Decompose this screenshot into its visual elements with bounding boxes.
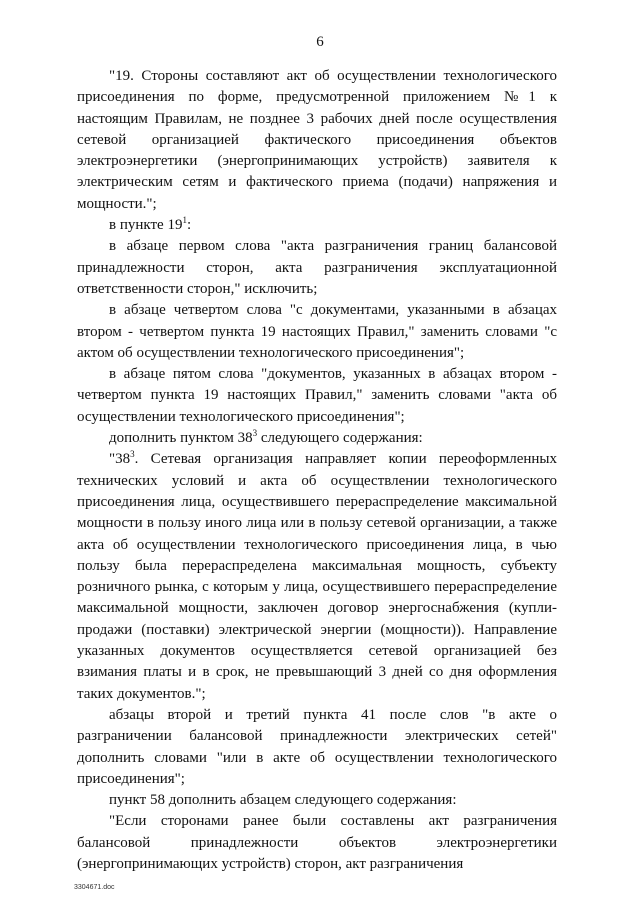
- paragraph: [77, 300, 557, 364]
- paragraph: [77, 811, 557, 875]
- footer-file-code: 3304671.doc: [74, 884, 115, 891]
- paragraph-text: "Если сторонами ранее были составлены акт разграничения балансовой принадлежности объектов электроэнергетики (энергопринимающих устройств) сторон, акт разграничения: [77, 813, 557, 872]
- document-body: [77, 66, 557, 875]
- paragraph: [77, 66, 557, 215]
- paragraph-text: абзацы второй и третий пункта 41 после слов "в акте о разграничении балансовой принадлежности электрических сетей" дополнить словами "или в акте об осуществлении технологического присоединения";: [77, 706, 557, 787]
- paragraph-text: в абзаце пятом слова "документов, указанных в абзацах втором - четвертом пункта 19 настоящих Правил," заменить словами "акта об осуществлении технологического присоединения";: [77, 366, 557, 425]
- paragraph-text: . Сетевая организация направляет копии переоформленных технических условий и акта об осуществлении технологического присоединения лица, осуществившего перераспределение максимальной мощности в пользу иного лица или в пользу сетевой организации, а также акта об осуществлении технологического присоединения лица, в чью пользу была перераспределена максимальная мощность, субъекту розничного рынка, с которым у лица, осуществившего перераспределение максимальной мощности, заключен договор энергоснабжения (купли-продажи (поставки) электрической энергии (мощности)). Направление указанных документов осуществляется сетевой организацией без взимания платы и в срок, не превышающий 3 дней со дня оформления таких документов.";: [77, 451, 557, 702]
- paragraph-text: в абзаце первом слова "акта разграничения границ балансовой принадлежности сторон, акта разграничения эксплуатационной ответственности сторон," исключить;: [77, 238, 557, 297]
- paragraph: [77, 236, 557, 300]
- paragraph-text: "19. Стороны составляют акт об осуществлении технологического присоединения по форме, предусмотренной приложением №1 к настоящим Правилам, не позднее 3 рабочих дней после осуществления сетевой организацией фактического присоединения объектов электроэнергетики (энергопринимающих устройств) заявителя к электрическим сетям и фактического приема (подачи) напряжения и мощности.";: [77, 68, 557, 212]
- paragraph-text: в абзаце четвертом слова "с документами, указанными в абзацах втором - четвертом пункта 19 настоящих Правил," заменить словами "с актом об осуществлении технологического присоединения";: [77, 302, 557, 361]
- paragraph-text: следующего содержания:: [257, 430, 423, 447]
- paragraph: [77, 790, 557, 811]
- paragraph-text: "38: [109, 451, 131, 468]
- paragraph-text: в пункте 19: [109, 217, 183, 234]
- page-number: 6: [316, 34, 324, 50]
- paragraph: [77, 449, 557, 705]
- superscript-index: 3: [252, 428, 258, 439]
- paragraph: [77, 428, 557, 449]
- superscript-index: 3: [130, 449, 135, 460]
- paragraph: [77, 215, 557, 236]
- paragraph-text: пункт 58 дополнить абзацем следующего содержания:: [109, 792, 457, 809]
- paragraph-text: :: [186, 217, 192, 234]
- superscript-index: 1: [182, 215, 187, 226]
- paragraph: [77, 705, 557, 790]
- paragraph-text: дополнить пунктом 38: [109, 430, 253, 447]
- paragraph: [77, 364, 557, 428]
